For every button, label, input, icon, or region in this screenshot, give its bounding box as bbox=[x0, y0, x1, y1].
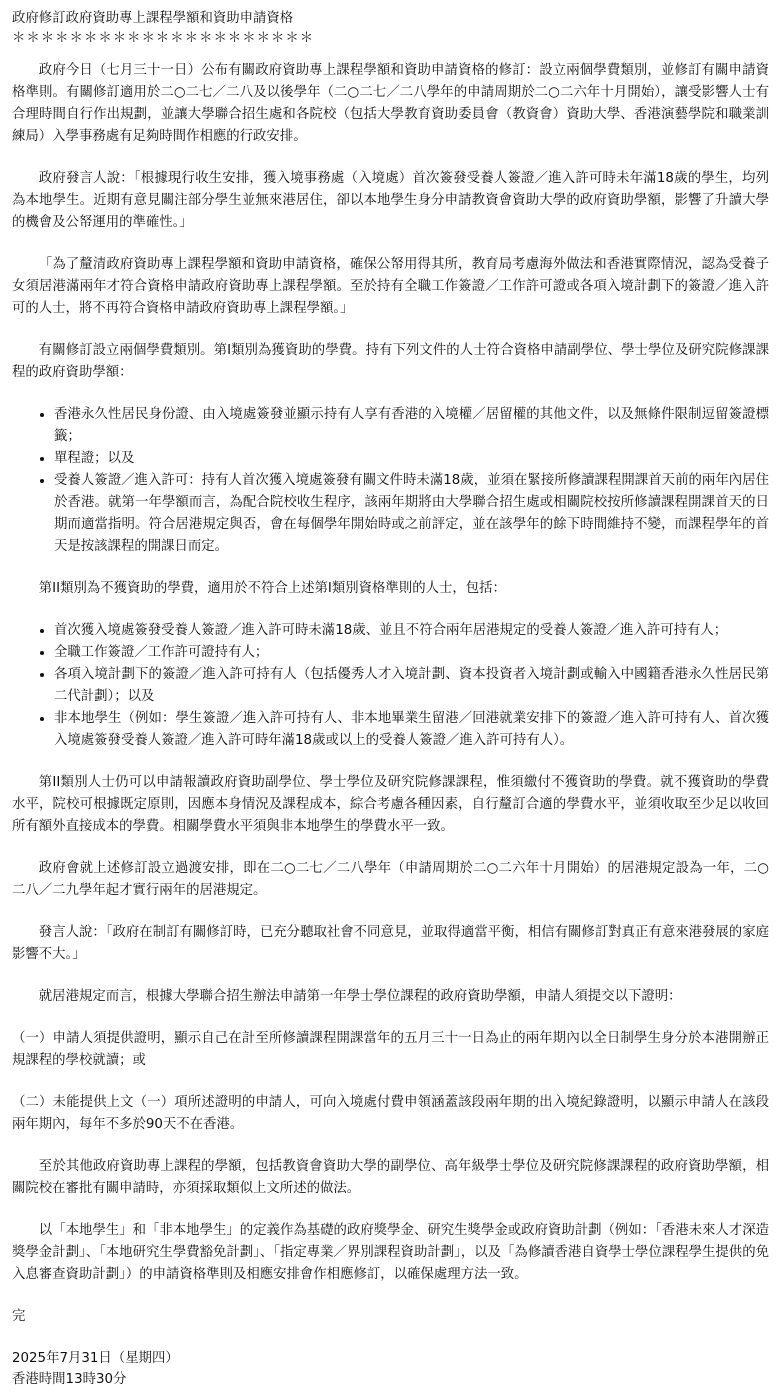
paragraph-transition: 政府會就上述修訂設立過渡安排，即在二○二七／二八學年（申請周期於二○二六年十月開始）的居港規定設為一年，二○二八／二九學年起才實行兩年的居港規定。 bbox=[12, 861, 769, 898]
paragraph-category-1-intro: 有關修訂設立兩個學費類別。第I類別為獲資助的學費。持有下列文件的人士符合資格申請副學位、學士學位及研究院修課課程的政府資助學額： bbox=[12, 343, 769, 380]
release-time: 香港時間13時30分 bbox=[12, 1372, 127, 1387]
paragraph-spokesman-quote: 政府發言人說：「根據現行收生安排，獲入境事務處（入境處）首次簽發受養人簽證／進入許可時未年滿18歲的學生，均列為本地學生。近期有意見關注部分學生並無來港居住，卻以本地學生身分申請教資會資助大學的政府資助學額，影響了升讀大學的機會及公帑運用的準確性。」 bbox=[12, 171, 769, 230]
paragraph-proof-option-2: （二）未能提供上文（一）項所述證明的申請人，可向入境處付費申領涵蓋該段兩年期的出入境紀錄證明，以顯示申請人在該段兩年期內，每年不多於90天不在香港。 bbox=[12, 1095, 769, 1132]
paragraph-other-places: 至於其他政府資助專上課程的學額，包括教資會資助大學的副學位、高年級學士學位及研究院修課課程的政府資助學額，相關院校在審批有關申請時，亦須採取類似上文所述的做法。 bbox=[12, 1159, 769, 1196]
paragraph-scholarships: 以「本地學生」和「非本地學生」的定義作為基礎的政府獎學金、研究生獎學金或政府資助計劃（例如：「香港未來人才深造獎學金計劃」、「本地研究生學費豁免計劃」、「指定專業／界別課程資助計劃」，以及「為修讀香港自資學士學位課程學生提供的免入息審查資助計劃」）的申請資格準則及相應安排會作相應修訂，以確保處理方法一致。 bbox=[12, 1223, 769, 1282]
paragraph-spokesman-balance: 發言人說：「政府在制訂有關修訂時，已充分聽取社會不同意見，並取得適當平衡，相信有關修訂對真正有意來港發展的家庭影響不大。」 bbox=[12, 925, 769, 962]
list-item: • 香港永久性居民身份證、由入境處簽發並顯示持有人享有香港的入境權／居留權的其他文件，以及無條件限制逗留簽證標籤； bbox=[54, 404, 769, 448]
list-item: • 各項入境計劃下的簽證／進入許可持有人（包括優秀人才入境計劃、資本投資者入境計劃或輸入中國籍香港永久性居民第二代計劃）；以及 bbox=[54, 664, 769, 708]
category-2-list bbox=[12, 620, 769, 752]
list-item: • 非本地學生（例如：學生簽證／進入許可持有人、非本地畢業生留港／回港就業安排下的簽證／進入許可持有人、首次獲入境處簽發受養人簽證／進入許可時年滿18歲或以上的受養人簽證／進入許可持有人）。 bbox=[54, 708, 769, 752]
paragraph-category-2-fees: 第II類別人士仍可以申請報讀政府資助副學位、學士學位及研究院修課課程，惟須繳付不獲資助的學費。就不獲資助的學費水平，院校可根據既定原則，因應本身情況及課程成本，綜合考慮各種因素，自行釐訂合適的學費水平，並須收取至少足以收回所有額外直接成本的學費。相關學費水平須與非本地學生的學費水平一致。 bbox=[12, 775, 769, 834]
end-mark: 完 bbox=[12, 1309, 26, 1324]
paragraph-residence-proof: 就居港規定而言，根據大學聯合招生辦法申請第一年學士學位課程的政府資助學額，申請人須提交以下證明： bbox=[38, 989, 682, 1004]
release-date: 2025年7月31日（星期四） bbox=[12, 1351, 179, 1366]
paragraph-announcement: 政府今日（七月三十一日）公布有關政府資助專上課程學額和資助申請資格的修訂：設立兩個學費類別，並修訂有關申請資格準則。有關修訂適用於二○二七／二八及以後學年（二○二七／二八學年的申請周期於二○二六年十月開始），讓受影響人士有合理時間自行作出規劃，並讓大學聯合招生處和各院校（包括大學教育資助委員會（教資會）資助大學、香港演藝學院和職業訓練局）入學事務處有足夠時間作相應的行政安排。 bbox=[12, 63, 769, 144]
paragraph-category-2-intro: 第II類別為不獲資助的學費，適用於不符合上述第I類別資格準則的人士，包括： bbox=[38, 581, 506, 596]
list-item: • 受養人簽證／進入許可：持有人首次獲入境處簽發有關文件時未滿18歲，並須在緊接所修讀課程開課首天前的兩年內居住於香港。就第一年學額而言，為配合院校收生程序，該兩年期將由大學聯合招生處或相關院校按所修讀課程開課首天的日期而適當指明。符合居港規定與否，會在每個學年開始時或之前評定，並在該學年的餘下時間維持不變，而課程學年的首天是按該課程的開課日而定。 bbox=[54, 470, 769, 558]
page-title: 政府修訂政府資助專上課程學額和資助申請資格 bbox=[12, 11, 294, 26]
paragraph-proof-option-1: （一）申請人須提供證明，顯示自己在計至所修讀課程開課當年的五月三十一日為止的兩年期內以全日制學生身分於本港開辦正規課程的學校就讀；或 bbox=[12, 1031, 769, 1068]
list-item: • 全職工作簽證／工作許可證持有人； bbox=[54, 642, 769, 664]
title-separator: ＊＊＊＊＊＊＊＊＊＊＊＊＊＊＊＊＊＊＊＊＊ bbox=[12, 31, 315, 46]
list-item: • 首次獲入境處簽發受養人簽證／進入許可時未滿18歲、並且不符合兩年居港規定的受養人簽證／進入許可持有人； bbox=[54, 620, 769, 642]
paragraph-spokesman-quote-cont: 「為了釐清政府資助專上課程學額和資助申請資格，確保公帑用得其所，教育局考慮海外做法和香港實際情況，認為受養子女須居港滿兩年才符合資格申請政府資助專上課程學額。至於持有全職工作簽證／工作許可證或各項入境計劃下的簽證／進入許可的人士，將不再符合資格申請政府資助專上課程學額。」 bbox=[12, 257, 769, 316]
category-1-list bbox=[12, 404, 769, 558]
list-item: • 單程證；以及 bbox=[54, 448, 769, 470]
